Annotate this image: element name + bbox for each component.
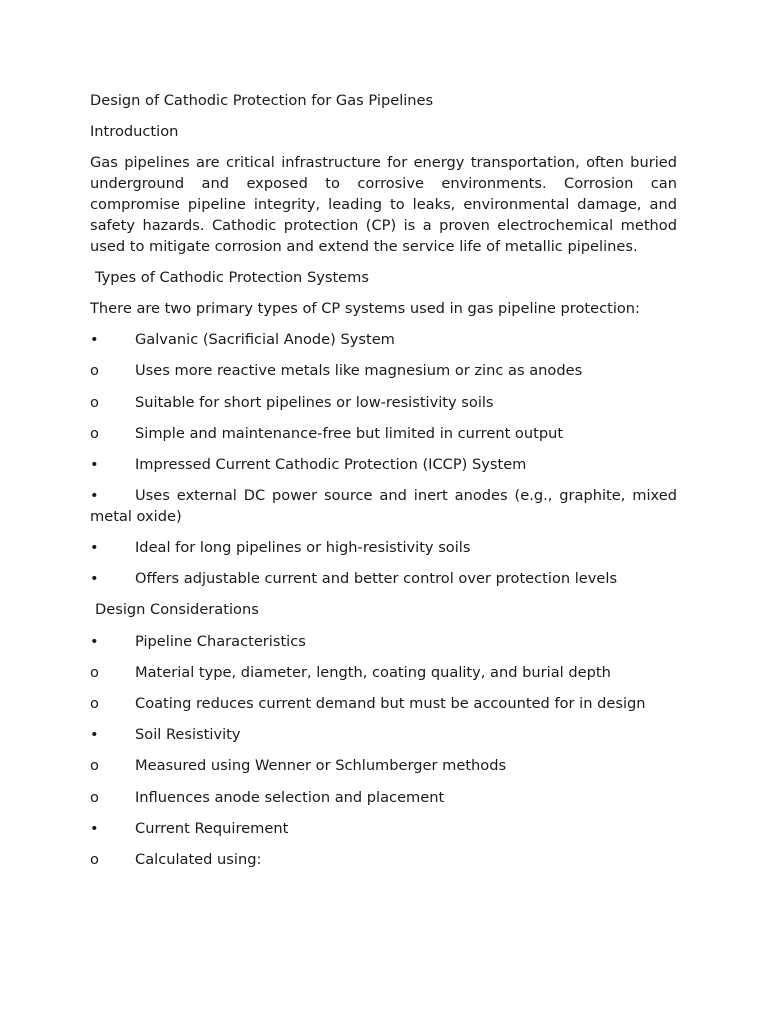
list-marker: o xyxy=(90,850,99,868)
list-item xyxy=(90,850,677,871)
document-page xyxy=(90,91,677,881)
list-item-text: Coating reduces current demand but must be accounted for in design xyxy=(135,694,646,712)
list-item-text: Measured using Wenner or Schlumberger methods xyxy=(135,757,507,775)
list-marker: o xyxy=(90,424,99,442)
list-item xyxy=(90,663,677,684)
document-title: Design of Cathodic Protection for Gas Pipelines xyxy=(90,92,434,109)
list-marker: • xyxy=(90,819,99,837)
types-heading: Types of Cathodic Protection Systems xyxy=(95,268,369,286)
list-marker: o xyxy=(90,788,99,806)
list-marker: • xyxy=(90,570,99,588)
list-item xyxy=(90,330,677,351)
intro-paragraph: Gas pipelines are critical infrastructure for energy transportation, often buried underground and exposed to corrosive environments. Corrosion can compromise pipeline integrity, leading to leaks, environmental damage, and safety hazards. Cathodic protection (CP) is a proven electrochemical method used to mitigate corrosion and extend the service life of metallic pipelines. xyxy=(90,154,677,255)
list-item xyxy=(90,424,677,445)
list-item-text: Uses more reactive metals like magnesium or zinc as anodes xyxy=(135,362,583,380)
list-marker: • xyxy=(90,726,99,744)
types-list xyxy=(90,330,677,590)
list-item-text: Calculated using: xyxy=(135,850,262,868)
list-marker: o xyxy=(90,393,99,411)
list-item xyxy=(90,694,677,715)
list-item xyxy=(90,788,677,809)
list-item xyxy=(90,569,677,590)
list-item-text: Material type, diameter, length, coating quality, and burial depth xyxy=(135,663,611,681)
list-item-text: Ideal for long pipelines or high-resistivity soils xyxy=(135,539,471,557)
list-item xyxy=(90,819,677,840)
list-item-text: Suitable for short pipelines or low-resistivity soils xyxy=(135,393,494,411)
list-item-text: Impressed Current Cathodic Protection (ICCP) System xyxy=(135,455,527,473)
list-marker: • xyxy=(90,539,99,557)
design-list xyxy=(90,632,677,871)
intro-heading: Introduction xyxy=(90,123,179,141)
list-marker: o xyxy=(90,694,99,712)
list-item-text: Galvanic (Sacrificial Anode) System xyxy=(135,331,395,349)
list-item xyxy=(90,725,677,746)
list-item xyxy=(90,538,677,559)
list-marker: • xyxy=(90,487,99,505)
list-item xyxy=(90,486,677,528)
list-item-text: Influences anode selection and placement xyxy=(135,788,445,806)
list-item xyxy=(90,632,677,653)
list-item-text: Soil Resistivity xyxy=(135,726,241,744)
list-marker: • xyxy=(90,455,99,473)
list-marker: o xyxy=(90,757,99,775)
list-marker: • xyxy=(90,331,99,349)
list-item-text: Current Requirement xyxy=(135,819,289,837)
list-marker: o xyxy=(90,663,99,681)
list-item xyxy=(90,393,677,414)
list-item-text: Offers adjustable current and better control over protection levels xyxy=(135,570,618,588)
list-marker: o xyxy=(90,362,99,380)
list-item xyxy=(90,361,677,382)
list-item-text: Pipeline Characteristics xyxy=(135,632,306,650)
list-item-text: Uses external DC power source and inert anodes (e.g., graphite, mixed metal oxide) xyxy=(90,487,677,525)
list-item-text: Simple and maintenance-free but limited in current output xyxy=(135,424,564,442)
list-item xyxy=(90,756,677,777)
list-marker: • xyxy=(90,632,99,650)
list-item xyxy=(90,455,677,476)
types-intro: There are two primary types of CP systems used in gas pipeline protection: xyxy=(90,299,640,317)
design-heading: Design Considerations xyxy=(95,601,259,619)
